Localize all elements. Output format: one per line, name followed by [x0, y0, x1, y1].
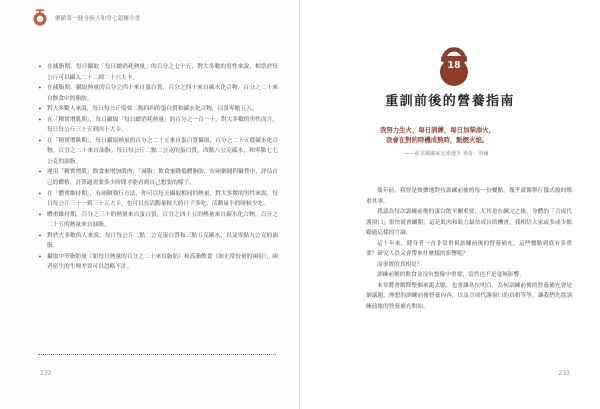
paragraph: 訓練前後的飲食並沒有想像中重要，當然也不是毫無影響。: [377, 272, 525, 279]
logo-icon: [30, 8, 50, 28]
list-item: • 對大多數人來說，每日每公斤需要二點四四的蛋白質和碳水化合物，以及零點五五。: [38, 104, 278, 115]
page-number-right: 233: [558, 370, 570, 377]
list-item: • 在「精實增肌期」，每日攝取「每日總消耗熱量」的百分之一百一十，對大多數的男性而言，每日每公斤三十五到四十大卡。: [38, 115, 278, 136]
book-title: 樂齡第一健身指人和學七超練全書: [55, 16, 141, 22]
list-item: • 對於大多數的人來說，每日每公斤二點二公克蛋白質和三點五克碳水，以及零點九公克的油脂。: [38, 231, 278, 252]
epigraph-line: 我努力生火，每日訓練，每日加柴添火，: [380, 126, 496, 134]
list-item: • 在「精實增肌期」，每日攝取熱量的百分之二十五來自蛋白質攝取，百分之二十五從碳水化合物，百分之二十來自油脂。每日每公斤二點二公克的蛋白質，四點八公克碳水，和零點七七公克的油脂。: [38, 136, 278, 168]
paragraph: 而事實的真相是？: [377, 261, 423, 268]
running-header: [30, 8, 141, 28]
epigraph-attribution: ——前美國國家足球選手 米奇．洛爾: [404, 151, 489, 157]
page-number-left: 232: [40, 370, 52, 377]
paragraph: 這十年來，健身者一直非常重視訓練前後的營養補充，這些餐點到底有多重要？研究人員又會帶來什麼樣的影響呢？: [366, 240, 572, 258]
right-page: [300, 0, 600, 409]
list-item: • 體重維持期，百分之三十的熱量來自蛋白質，百分之四十五的熱量來自碳水化合物，百分之二十五的熱量來自油脂。: [38, 210, 278, 231]
paragraph: 本章將會解釋整個來龍去脈，也會讓各位明白，為何訓練前後的營養補充會是個議題、理想的訓練前後營養內容，以及合成代謝窗口的真相等等，讓我們先從訓練前後的營養補充開始。: [366, 282, 572, 311]
summary-list: [38, 62, 278, 273]
list-item: • 在減脂期，每日攝取「每日總消耗熱量」的百分之七十五，對大多數的男性來說，相當於每公斤可以攝入二十二到二十六大卡。: [38, 62, 278, 83]
list-item: • 在減脂期，攝取熱量的百分之四十來自蛋白質，百分之四十來自碳水化合物，百分之二十來自飲食中的脂肪。: [38, 83, 278, 104]
chapter-body: [366, 186, 572, 313]
chapter-number: 18: [447, 60, 461, 71]
epigraph-line: 我會在對的時機成熟時，點燃火焰。: [386, 136, 489, 145]
epigraph: [380, 125, 530, 146]
list-item: • 運用「精實增肌」飲食來增加肌肉，「減脂」飲食來降低體脂肪，在兩個週程輪替中，評估自己的體格，計算適需要多少時間才能看到自己想要的樣子。: [38, 167, 278, 188]
dotted-divider: [38, 354, 276, 355]
paragraph: 幾年前，我曾是娛樂地對待訓練前後的每一份餐點，幾乎就像舉行儀式般的鄭重其事。: [366, 188, 572, 205]
list-item: • 在「體重維持期」，有兩個執行方法，你可以每天攝取相同的熱量，對大多數的男性來說，每日每公斤三十一到三十五大卡，也可以在活動量較大的日子多吃，活動量小的時候少吃。: [38, 189, 278, 210]
paragraph: 我認為每次訓練前後的蛋白飲至關重要，尤其是在練完之後，身體的「合成代謝窗口」很快就會關閉，這是肌肉和肌力最快成長的機會，我相信大家或多或少都聽過這樣的言論。: [366, 209, 572, 237]
chapter-title: 重訓前後的營養指南: [385, 94, 515, 109]
list-item: • 攝取中等脂肪量（如每日熱量的百分之二十來自脂肪）和高脂飲食（如正常份量的兩倍），兩者產生的生理差異可以忽略不計。: [38, 252, 278, 273]
